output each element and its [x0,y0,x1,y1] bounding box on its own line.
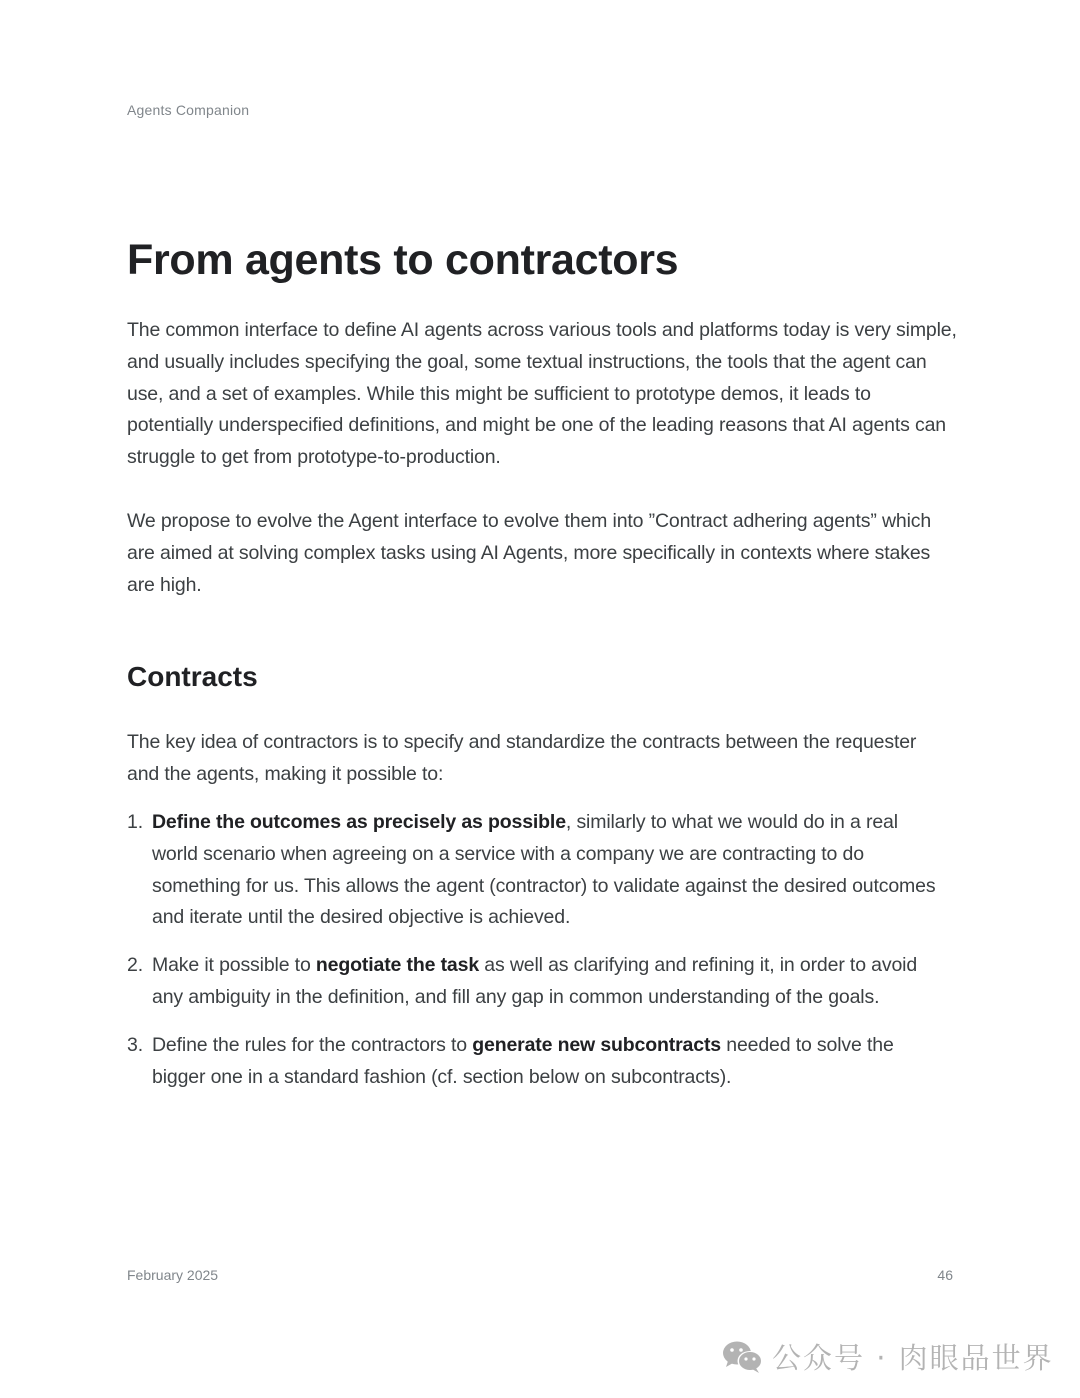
list-item-number: 3. [127,1033,143,1056]
list-item-text-after: as well as clarifying and refining it, in order to avoid any ambiguity in the definition, and fill any gap in common understanding of the goals. [152,954,918,1008]
list-item [127,807,947,934]
contracts-intro-paragraph: The key idea of contractors is to specify and standardize the contracts between the requester and the agents, making it possible to: [127,731,917,785]
list-item-number: 2. [127,954,143,977]
list-item-text-before: Define the rules for the contractors to [152,1033,473,1056]
page-title: From agents to contractors [127,236,679,284]
list-item-text-after: needed to solve the bigger one in a standard fashion (cf. section below on subcontracts). [152,1033,894,1088]
list-item-number: 1. [127,811,143,833]
list-item-text-after: , similarly to what we would do in a real world scenario when agreeing on a service with a company we are contracting to do something for us. This allows the agent (contractor) to validate against the desired outcomes and iterate until the desired objective is achieved. [152,811,936,929]
watermark-text: 公众号 · 肉眼品世界 [772,1341,1054,1375]
contracts-list [127,807,947,1109]
running-header: Agents Companion [127,102,250,118]
footer-page-number: 46 [937,1267,953,1283]
footer-date: February 2025 [127,1267,219,1283]
list-item-text-before: Make it possible to [152,954,316,977]
list-item-bold-text: Define the outcomes as precisely as possible [152,811,566,833]
watermark [722,1336,1054,1377]
section-heading-contracts: Contracts [127,661,258,692]
proposal-paragraph: We propose to evolve the Agent interface to evolve them into ”Contract adhering agents” which are aimed at solving complex tasks using AI Agents, more specifically in contexts where stakes are high. [127,510,932,596]
list-item-bold-text: generate new subcontracts [472,1033,721,1056]
intro-paragraph: The common interface to define AI agents across various tools and platforms today is very simple, and usually includes specifying the goal, some textual instructions, the tools that the agent can use, and a set of examples. While this might be sufficient to prototype demos, it leads to potentially underspecified definitions, and might be one of the leading reasons that AI agents can struggle to get from prototype-to-production. [127,319,957,469]
list-item [127,950,947,1014]
list-item [127,1030,947,1094]
wechat-icon [722,1340,764,1374]
list-item-bold-text: negotiate the task [315,954,480,977]
